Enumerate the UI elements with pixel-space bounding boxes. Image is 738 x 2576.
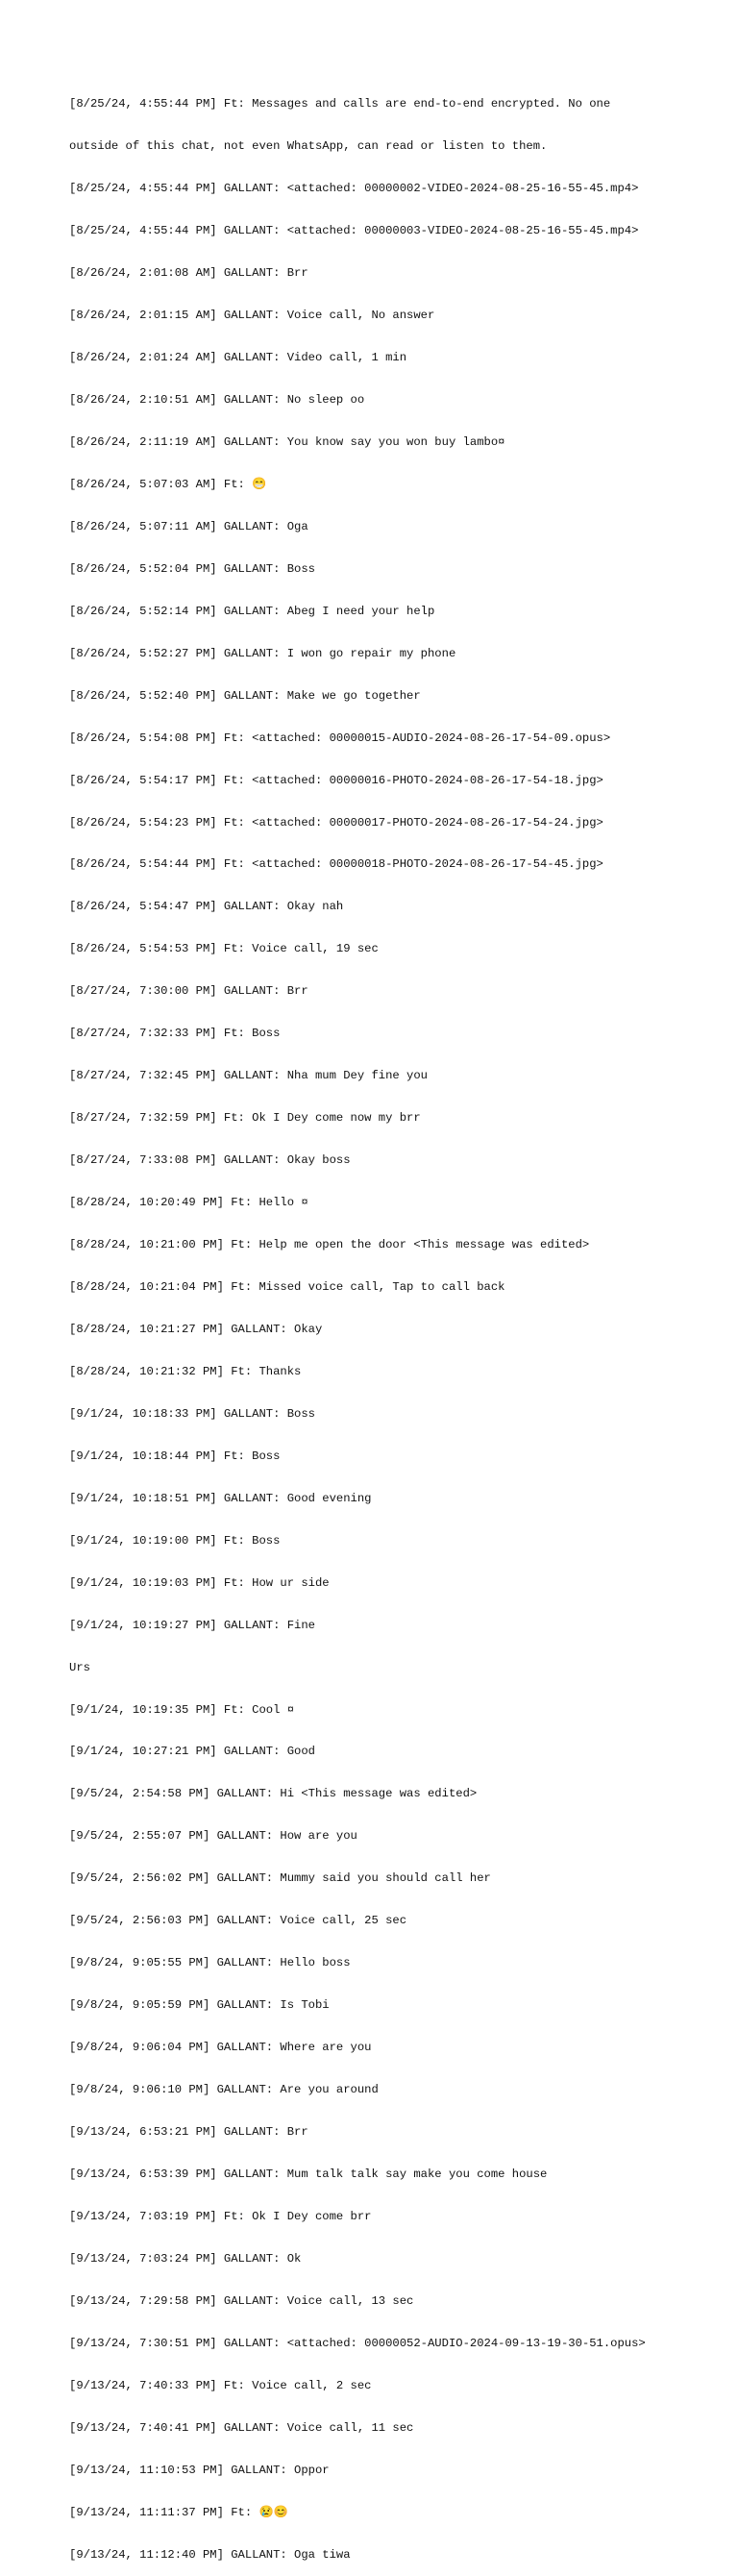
transcript-line: [8/25/24, 4:55:44 PM] GALLANT: <attached: 00000003-VIDEO-2024-08-25-16-55-45.mp4> — [69, 224, 639, 238]
transcript-line: [8/26/24, 5:54:53 PM] Ft: Voice call, 19 sec — [69, 942, 379, 956]
transcript-line: [9/13/24, 7:03:24 PM] GALLANT: Ok — [69, 2251, 302, 2266]
transcript-line: [9/13/24, 7:03:19 PM] Ft: Ok I Dey come brr — [69, 2209, 372, 2223]
transcript-line: [8/26/24, 2:10:51 AM] GALLANT: No sleep oo — [69, 392, 365, 407]
transcript-line: [8/27/24, 7:32:45 PM] GALLANT: Nha mum Dey fine you — [69, 1069, 428, 1083]
transcript-line: [8/26/24, 2:11:19 AM] GALLANT: You know say you won buy lambo¤ — [69, 434, 505, 449]
transcript-line: [9/8/24, 9:06:04 PM] GALLANT: Where are you — [69, 2041, 372, 2055]
transcript-line: [9/1/24, 10:19:03 PM] Ft: How ur side — [69, 1575, 330, 1590]
transcript-line: [9/13/24, 6:53:21 PM] GALLANT: Brr — [69, 2125, 308, 2140]
transcript-line: [9/5/24, 2:55:07 PM] GALLANT: How are you — [69, 1829, 357, 1844]
transcript-line: [9/13/24, 11:12:40 PM] GALLANT: Oga tiwa — [69, 2547, 351, 2562]
transcript-line: [9/13/24, 11:10:53 PM] GALLANT: Oppor — [69, 2463, 330, 2477]
transcript-line: [8/26/24, 2:01:24 AM] GALLANT: Video call, 1 min — [69, 351, 407, 365]
transcript-line: [8/26/24, 2:01:08 AM] GALLANT: Brr — [69, 266, 308, 281]
transcript-line: [8/28/24, 10:20:49 PM] Ft: Hello ¤ — [69, 1196, 308, 1210]
transcript-line: [9/13/24, 7:40:33 PM] Ft: Voice call, 2 sec — [69, 2378, 372, 2392]
transcript-line: [8/26/24, 5:07:11 AM] GALLANT: Oga — [69, 519, 308, 533]
transcript-line: [9/1/24, 10:18:51 PM] GALLANT: Good evening — [69, 1491, 372, 1505]
transcript-line: [9/13/24, 11:11:37 PM] Ft: 😢😊 — [69, 2505, 288, 2519]
transcript-line: [8/25/24, 4:55:44 PM] Ft: Messages and calls are end-to-end encrypted. No one — [69, 97, 611, 111]
transcript-line: [9/5/24, 2:56:03 PM] GALLANT: Voice call, 25 sec — [69, 1914, 407, 1928]
transcript-line: [8/26/24, 5:54:44 PM] Ft: <attached: 00000018-PHOTO-2024-08-26-17-54-45.jpg> — [69, 857, 603, 872]
transcript-line: [8/27/24, 7:30:00 PM] GALLANT: Brr — [69, 984, 308, 999]
transcript-line: [8/26/24, 5:07:03 AM] Ft: 😁 — [69, 477, 267, 491]
transcript-line: [9/1/24, 10:19:35 PM] Ft: Cool ¤ — [69, 1702, 295, 1717]
transcript-line: [9/1/24, 10:27:21 PM] GALLANT: Good — [69, 1745, 315, 1759]
transcript-line: [9/1/24, 10:19:27 PM] GALLANT: Fine — [69, 1618, 315, 1632]
transcript-line: [8/27/24, 7:33:08 PM] GALLANT: Okay boss — [69, 1153, 351, 1168]
transcript-line: [8/28/24, 10:21:27 PM] GALLANT: Okay — [69, 1322, 323, 1336]
transcript-line: [9/13/24, 6:53:39 PM] GALLANT: Mum talk talk say make you come house — [69, 2167, 548, 2182]
transcript-line: [8/28/24, 10:21:00 PM] Ft: Help me open the door <This message was edited> — [69, 1238, 590, 1252]
transcript-line: [9/1/24, 10:18:33 PM] GALLANT: Boss — [69, 1406, 315, 1421]
transcript-line: [9/8/24, 9:05:55 PM] GALLANT: Hello boss — [69, 1956, 351, 1970]
transcript-line: [8/26/24, 2:01:15 AM] GALLANT: Voice call, No answer — [69, 309, 435, 323]
transcript-line: [9/13/24, 7:30:51 PM] GALLANT: <attached: 00000052-AUDIO-2024-09-13-19-30-51.opus> — [69, 2336, 646, 2350]
transcript-line: [8/26/24, 5:54:08 PM] Ft: <attached: 00000015-AUDIO-2024-08-26-17-54-09.opus> — [69, 731, 611, 745]
transcript-line: [9/5/24, 2:54:58 PM] GALLANT: Hi <This message was edited> — [69, 1787, 478, 1801]
transcript-line: [8/28/24, 10:21:04 PM] Ft: Missed voice call, Tap to call back — [69, 1280, 505, 1294]
transcript-line: [8/27/24, 7:32:59 PM] Ft: Ok I Dey come now my brr — [69, 1111, 421, 1126]
transcript-line: [9/8/24, 9:06:10 PM] GALLANT: Are you around — [69, 2083, 379, 2097]
transcript-line: [9/1/24, 10:18:44 PM] Ft: Boss — [69, 1449, 281, 1463]
transcript-line: [8/28/24, 10:21:32 PM] Ft: Thanks — [69, 1364, 302, 1378]
transcript-line: [8/26/24, 5:52:40 PM] GALLANT: Make we go together — [69, 688, 421, 703]
transcript-line: [9/8/24, 9:05:59 PM] GALLANT: Is Tobi — [69, 1998, 330, 2013]
transcript-line: Urs — [69, 1660, 90, 1674]
transcript-line: [9/1/24, 10:19:00 PM] Ft: Boss — [69, 1533, 281, 1548]
chat-transcript — [69, 69, 723, 2576]
transcript-line: [9/13/24, 7:40:41 PM] GALLANT: Voice call, 11 sec — [69, 2420, 414, 2435]
transcript-line: [8/26/24, 5:54:47 PM] GALLANT: Okay nah — [69, 900, 344, 914]
transcript-line: [8/26/24, 5:54:17 PM] Ft: <attached: 00000016-PHOTO-2024-08-26-17-54-18.jpg> — [69, 773, 603, 787]
transcript-line: [8/26/24, 5:52:14 PM] GALLANT: Abeg I need your help — [69, 604, 435, 618]
transcript-line: [8/26/24, 5:52:04 PM] GALLANT: Boss — [69, 561, 315, 576]
transcript-line: [8/26/24, 5:54:23 PM] Ft: <attached: 00000017-PHOTO-2024-08-26-17-54-24.jpg> — [69, 815, 603, 830]
transcript-line: [8/27/24, 7:32:33 PM] Ft: Boss — [69, 1027, 281, 1041]
transcript-line: [8/26/24, 5:52:27 PM] GALLANT: I won go repair my phone — [69, 646, 456, 660]
transcript-line: outside of this chat, not even WhatsApp, can read or listen to them. — [69, 139, 548, 154]
transcript-line: [9/5/24, 2:56:02 PM] GALLANT: Mummy said you should call her — [69, 1871, 491, 1886]
transcript-line: [8/25/24, 4:55:44 PM] GALLANT: <attached: 00000002-VIDEO-2024-08-25-16-55-45.mp4> — [69, 182, 639, 196]
transcript-line: [9/13/24, 7:29:58 PM] GALLANT: Voice call, 13 sec — [69, 2293, 414, 2308]
